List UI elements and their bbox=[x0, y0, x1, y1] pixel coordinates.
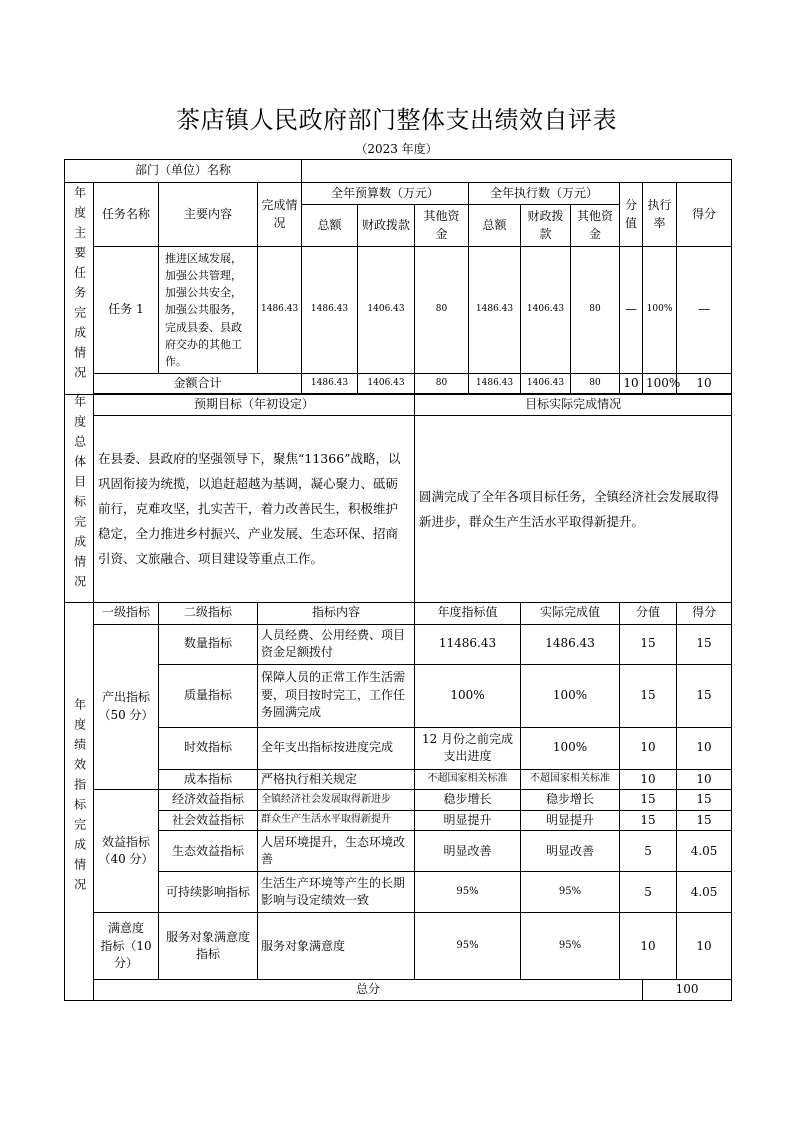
perf-value: 10 bbox=[620, 727, 677, 769]
task-exec-fiscal: 1406.43 bbox=[521, 247, 571, 374]
exec-header: 全年执行数（万元） bbox=[469, 183, 620, 205]
task-name: 任务 1 bbox=[94, 247, 159, 374]
score-value-header: 分值 bbox=[620, 183, 643, 247]
main-content-header: 主要内容 bbox=[159, 183, 258, 247]
perf-content: 全年支出指标按进度完成 bbox=[258, 727, 415, 769]
perf-target: 明显改善 bbox=[415, 831, 521, 872]
total-value: 100 bbox=[643, 980, 732, 1000]
perf-content: 严格执行相关规定 bbox=[258, 769, 415, 789]
section-goal-label: 年度总体目标完成情况 bbox=[65, 395, 94, 602]
perf-actual: 100% bbox=[521, 727, 620, 769]
perf-l2: 成本指标 bbox=[159, 769, 258, 789]
l2-header: 二级指标 bbox=[159, 602, 258, 624]
actual-header: 实际完成值 bbox=[521, 602, 620, 624]
actual-goal-header: 目标实际完成情况 bbox=[415, 395, 732, 415]
perf-actual: 明显改善 bbox=[521, 831, 620, 872]
perf-score: 10 bbox=[677, 913, 732, 980]
sum-exec-total: 1486.43 bbox=[469, 374, 521, 394]
perf-target: 11486.43 bbox=[415, 624, 521, 664]
task-rate: 100% bbox=[643, 247, 677, 374]
task-value: — bbox=[620, 247, 643, 374]
perf-target: 稳步增长 bbox=[415, 789, 521, 810]
perf-value: 10 bbox=[620, 769, 677, 789]
score-header: 得分 bbox=[677, 183, 732, 247]
perf-score: 15 bbox=[677, 624, 732, 664]
perf-score-header: 得分 bbox=[677, 602, 732, 624]
sum-score: 10 bbox=[677, 374, 732, 394]
dept-name-value bbox=[302, 160, 732, 183]
perf-score: 15 bbox=[677, 664, 732, 727]
section-perf-label: 年度绩效指标完成情况 bbox=[65, 602, 94, 1000]
perf-value: 15 bbox=[620, 789, 677, 810]
sum-label: 金额合计 bbox=[94, 374, 302, 394]
perf-actual: 不超国家相关标准 bbox=[521, 769, 620, 789]
perf-value: 5 bbox=[620, 872, 677, 913]
perf-target: 95% bbox=[415, 872, 521, 913]
benefit-indicator-label: 效益指标 （40 分） bbox=[94, 789, 159, 912]
task-completion: 1486.43 bbox=[258, 247, 302, 374]
perf-actual: 明显提升 bbox=[521, 810, 620, 830]
report-year: （2023 年度） bbox=[355, 142, 438, 156]
perf-score: 4.05 bbox=[677, 872, 732, 913]
sum-rate: 100% bbox=[643, 374, 677, 394]
task-budget-total: 1486.43 bbox=[302, 247, 358, 374]
perf-content: 服务对象满意度 bbox=[258, 913, 415, 980]
perf-l2: 服务对象满意度指标 bbox=[159, 913, 258, 980]
task-budget-fiscal: 1406.43 bbox=[358, 247, 415, 374]
completion-header: 完成情况 bbox=[258, 183, 302, 247]
task-exec-total: 1486.43 bbox=[469, 247, 521, 374]
budget-other-header: 其他资金 bbox=[415, 205, 469, 247]
perf-actual: 稳步增长 bbox=[521, 789, 620, 810]
perf-content: 群众生产生活水平取得新提升 bbox=[258, 810, 415, 830]
exec-other-header: 其他资金 bbox=[571, 205, 620, 247]
perf-content: 人员经费、公用经费、项目资金足额拨付 bbox=[258, 624, 415, 664]
budget-header: 全年预算数（万元） bbox=[302, 183, 469, 205]
task-name-header: 任务名称 bbox=[94, 183, 159, 247]
perf-l2: 经济效益指标 bbox=[159, 789, 258, 810]
content-header: 指标内容 bbox=[258, 602, 415, 624]
l1-header: 一级指标 bbox=[94, 602, 159, 624]
self-evaluation-table bbox=[64, 159, 732, 1001]
sum-budget-total: 1486.43 bbox=[302, 374, 358, 394]
perf-l2: 社会效益指标 bbox=[159, 810, 258, 830]
perf-content: 全镇经济社会发展取得新进步 bbox=[258, 789, 415, 810]
perf-target: 明显提升 bbox=[415, 810, 521, 830]
sum-budget-other: 80 bbox=[415, 374, 469, 394]
actual-goal-text: 圆满完成了全年各项目标任务，全镇经济社会发展取得新进步，群众生产生活水平取得新提升。 bbox=[415, 415, 732, 602]
perf-score: 10 bbox=[677, 769, 732, 789]
exec-rate-header: 执行率 bbox=[643, 183, 677, 247]
perf-score: 4.05 bbox=[677, 831, 732, 872]
sum-budget-fiscal: 1406.43 bbox=[358, 374, 415, 394]
perf-value: 15 bbox=[620, 664, 677, 727]
target-header: 年度指标值 bbox=[415, 602, 521, 624]
sum-exec-other: 80 bbox=[571, 374, 620, 394]
exec-total-header: 总额 bbox=[469, 205, 521, 247]
perf-score: 10 bbox=[677, 727, 732, 769]
expected-goal-header: 预期目标（年初设定） bbox=[94, 395, 415, 415]
total-label: 总分 bbox=[94, 980, 643, 1000]
perf-content: 保障人员的正常工作生活需要，项目按时完工，工作任务圆满完成 bbox=[258, 664, 415, 727]
perf-value: 10 bbox=[620, 913, 677, 980]
perf-value: 15 bbox=[620, 810, 677, 830]
perf-actual: 100% bbox=[521, 664, 620, 727]
perf-target: 12 月份之前完成支出进度 bbox=[415, 727, 521, 769]
perf-content: 生活生产环境等产生的长期影响与设定绩效一致 bbox=[258, 872, 415, 913]
perf-score: 15 bbox=[677, 810, 732, 830]
task-score: — bbox=[677, 247, 732, 374]
perf-value: 15 bbox=[620, 624, 677, 664]
task-budget-other: 80 bbox=[415, 247, 469, 374]
perf-l2: 质量指标 bbox=[159, 664, 258, 727]
perf-actual: 1486.43 bbox=[521, 624, 620, 664]
satisfaction-indicator-label: 满意度 指标（10 分） bbox=[94, 913, 159, 980]
task-exec-other: 80 bbox=[571, 247, 620, 374]
value-header: 分值 bbox=[620, 602, 677, 624]
perf-score: 15 bbox=[677, 789, 732, 810]
perf-actual: 95% bbox=[521, 913, 620, 980]
perf-target: 100% bbox=[415, 664, 521, 727]
perf-target: 95% bbox=[415, 913, 521, 980]
perf-l2: 可持续影响指标 bbox=[159, 872, 258, 913]
perf-value: 5 bbox=[620, 831, 677, 872]
perf-l2: 数量指标 bbox=[159, 624, 258, 664]
output-indicator-label: 产出指标 （50 分） bbox=[94, 624, 159, 789]
perf-l2: 时效指标 bbox=[159, 727, 258, 769]
task-content: 推进区域发展，加强公共管理，加强公共安全，加强公共服务，完成县委、县政府交办的其他工作。 bbox=[159, 247, 258, 374]
expected-goal-text: 在县委、县政府的坚强领导下，聚焦“11366”战略，以巩固衔接为统揽，以追赶超越为基调，凝心聚力、砥砺前行，克难攻坚，扎实苦干，着力改善民生，积极维护稳定，全力推进乡村振兴、产业发展、生态环保、招商引资、文旅融合、项目建设等重点工作。 bbox=[94, 415, 415, 602]
perf-content: 人居环境提升，生态环境改善 bbox=[258, 831, 415, 872]
sum-value: 10 bbox=[620, 374, 643, 394]
section-task-completion-label: 年度主要任务完成情况 bbox=[65, 183, 94, 395]
exec-fiscal-header: 财政拨款 bbox=[521, 205, 571, 247]
budget-fiscal-header: 财政拨款 bbox=[358, 205, 415, 247]
page-title: 茶店镇人民政府部门整体支出绩效自评表 bbox=[176, 106, 617, 134]
perf-l2: 生态效益指标 bbox=[159, 831, 258, 872]
perf-actual: 95% bbox=[521, 872, 620, 913]
perf-target: 不超国家相关标准 bbox=[415, 769, 521, 789]
sum-exec-fiscal: 1406.43 bbox=[521, 374, 571, 394]
dept-name-label: 部门（单位）名称 bbox=[65, 160, 302, 183]
budget-total-header: 总额 bbox=[302, 205, 358, 247]
